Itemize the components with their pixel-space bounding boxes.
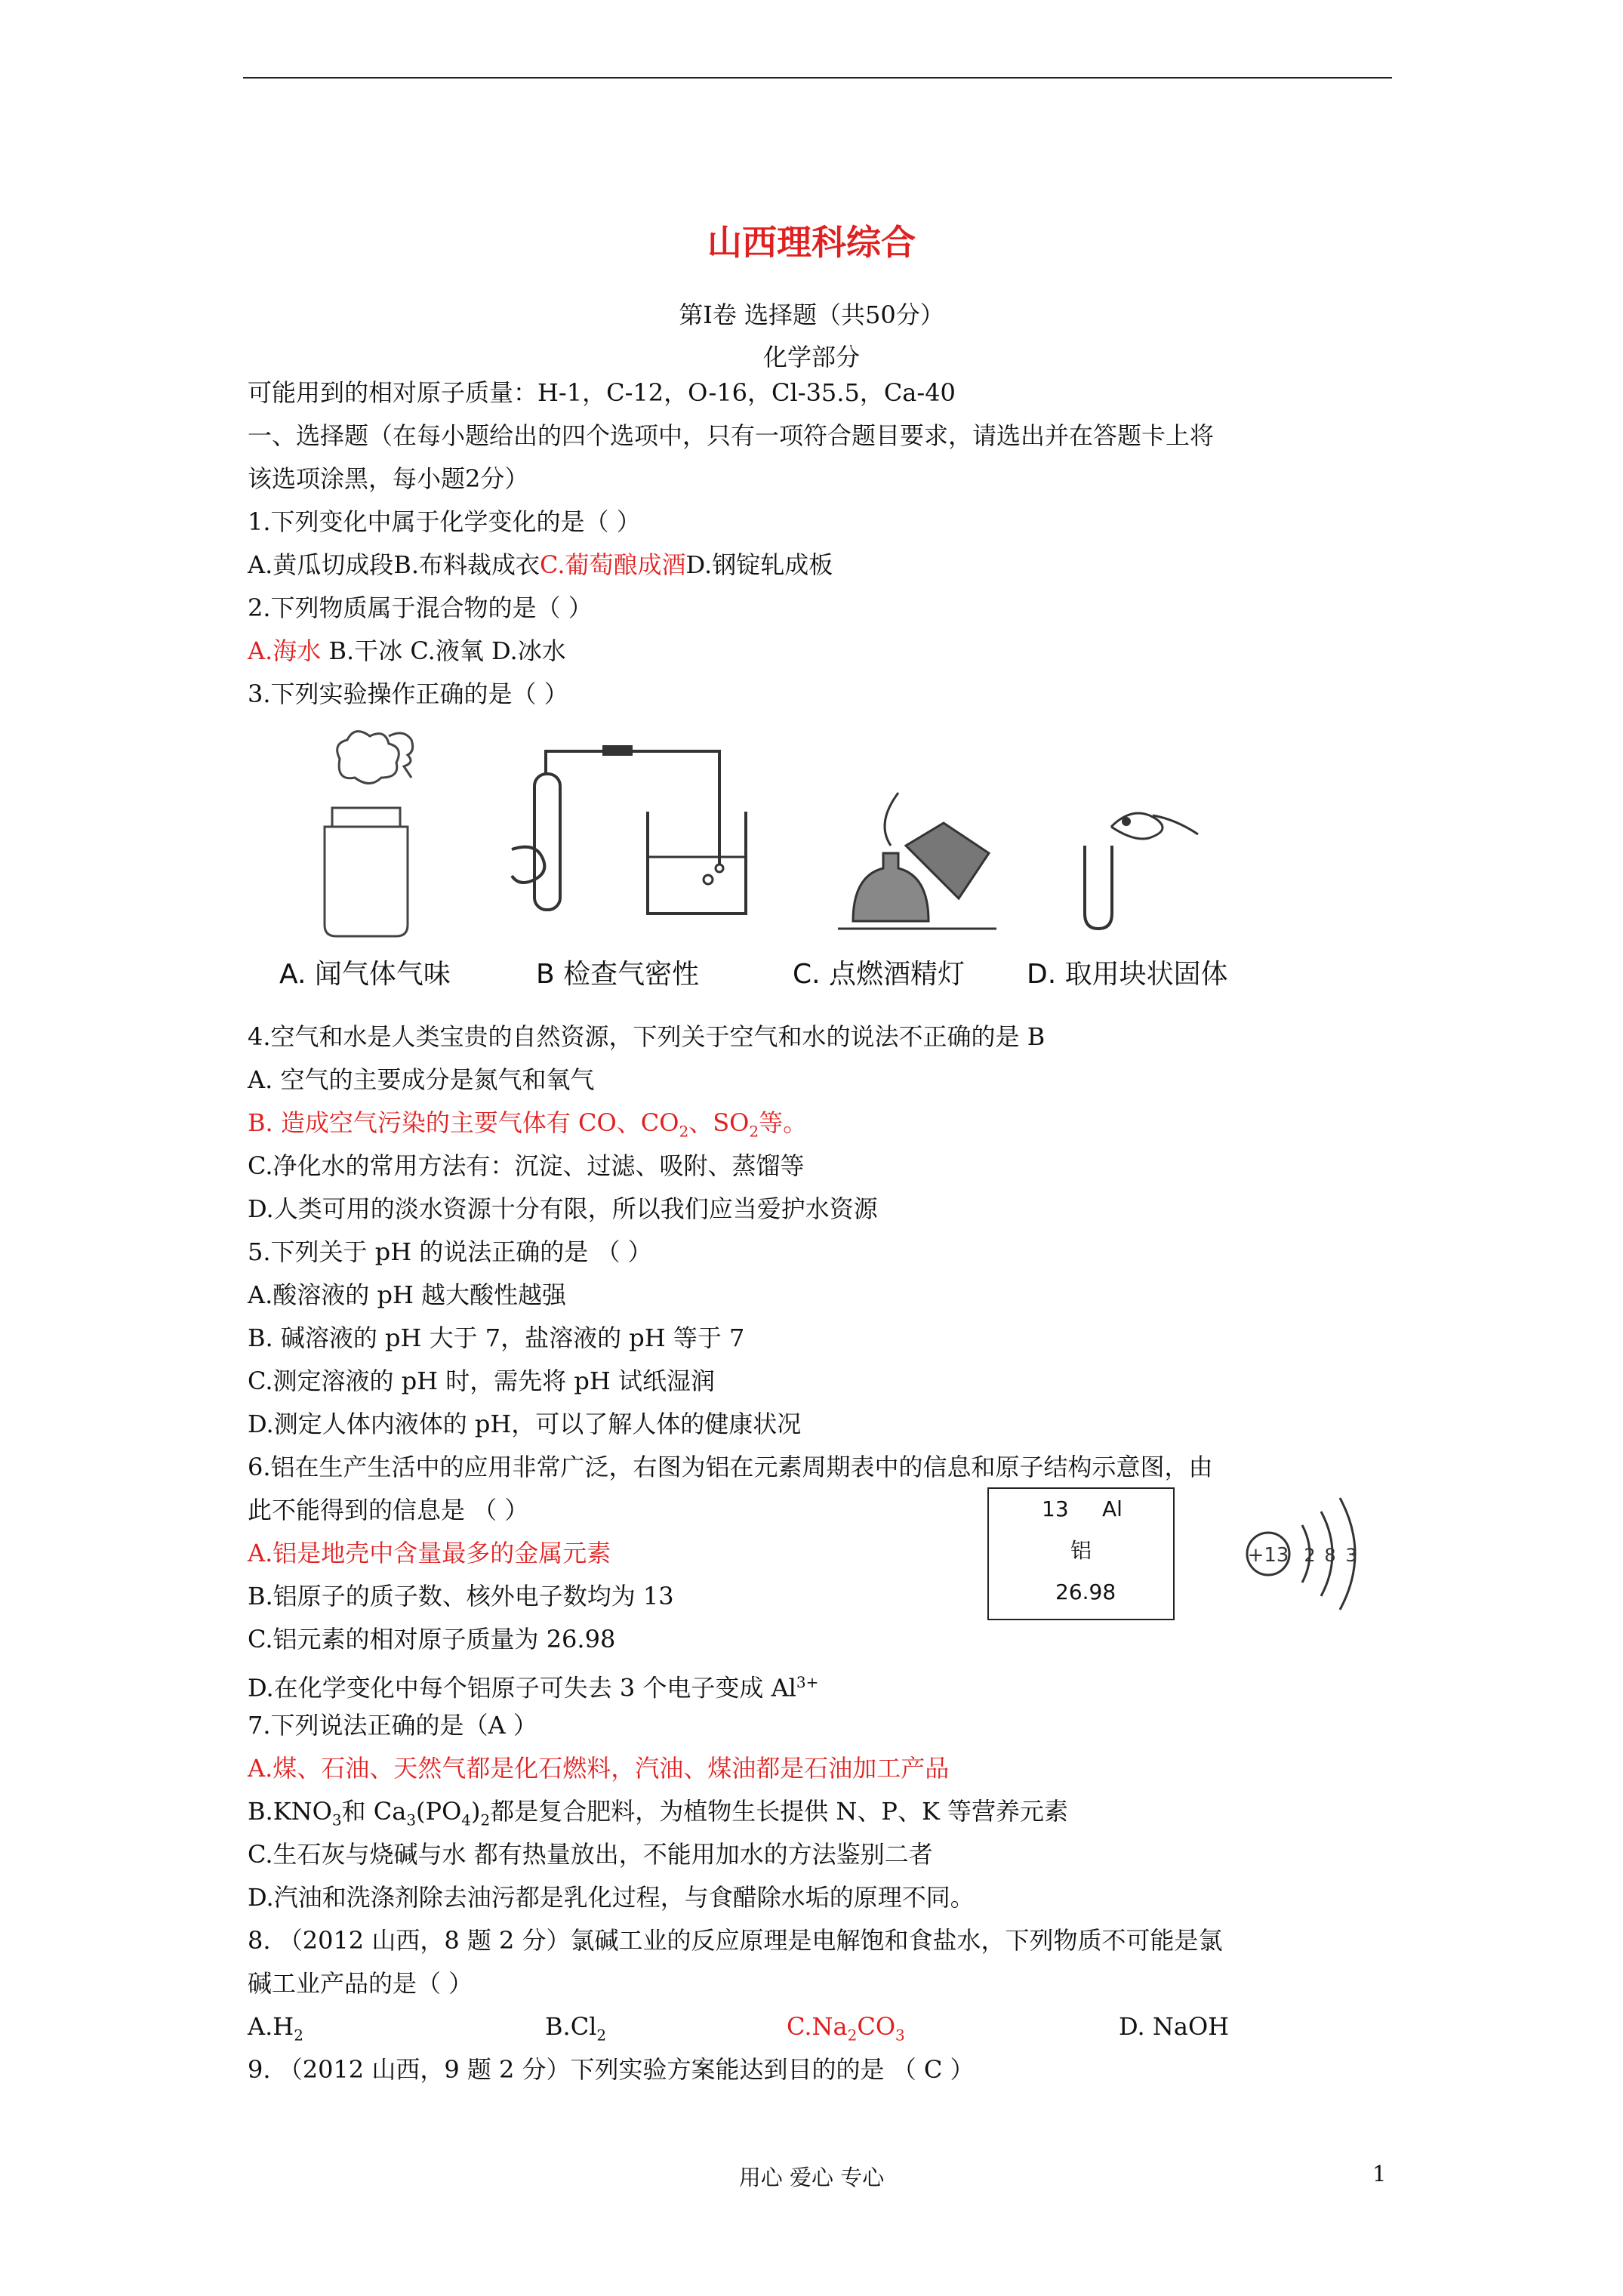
airtightness-figure bbox=[504, 736, 761, 932]
nucleus-charge: +13 bbox=[1247, 1544, 1289, 1567]
element-card-aluminum bbox=[987, 1487, 1175, 1620]
q5-stem: 5.下列关于 pH 的说法正确的是 （ ） bbox=[248, 1237, 652, 1266]
q7-option-c: C.生石灰与烧碱与水 都有热量放出，不能用加水的方法鉴别二者 bbox=[248, 1840, 933, 1869]
q5-option-c: C.测定溶液的 pH 时，需先将 pH 试纸湿润 bbox=[248, 1367, 715, 1395]
instructions-line1: 一、选择题（在每小题给出的四个选项中，只有一项符合题目要求，请选出并在答题卡上将 bbox=[248, 421, 1215, 450]
subsection-heading: 化学部分 bbox=[762, 343, 860, 371]
q4-option-b-answer: B. 造成空气污染的主要气体有 CO、$CO_2$、$SO_2$等。 bbox=[248, 1108, 808, 1141]
q8-stem-line1: 8. （2012 山西，8 题 2 分）氯碱工业的反应原理是电解饱和食盐水，下列物质不可能是氯 bbox=[248, 1926, 1223, 1955]
q5-option-b: B. 碱溶液的 pH 大于 7，盐溶液的 pH 等于 7 bbox=[248, 1324, 745, 1352]
q4-option-a: A. 空气的主要成分是氮气和氧气 bbox=[248, 1065, 595, 1094]
page-number: 1 bbox=[1372, 2161, 1387, 2187]
q5-option-a: A.酸溶液的 pH 越大酸性越强 bbox=[248, 1281, 567, 1309]
shell-1-electrons: 2 bbox=[1304, 1545, 1316, 1566]
q4-stem: 4.空气和水是人类宝贵的自然资源，下列关于空气和水的说法不正确的是 B bbox=[248, 1022, 1046, 1051]
q1-option-b: B.布料裁成衣 bbox=[393, 550, 540, 579]
aluminum-atom-diagram bbox=[1238, 1480, 1366, 1623]
atomic-number: 13 bbox=[1042, 1496, 1069, 1521]
q6-option-d: D.在化学变化中每个铝原子可失去 3 个电子变成 $Al^{3+}$ bbox=[248, 1673, 819, 1703]
q8-option-d: D. NaOH bbox=[1119, 2012, 1230, 2041]
q6-stem-line1: 6.铝在生产生活中的应用非常广泛，右图为铝在元素周期表中的信息和原子结构示意图，由 bbox=[248, 1453, 1213, 1481]
q3-label-c: C. 点燃酒精灯 bbox=[793, 959, 965, 990]
alcohol-lamp-figure bbox=[838, 785, 996, 936]
atomic-masses: 可能用到的相对原子质量：H-1，C-12，O-16，Cl-35.5，Ca-40 bbox=[248, 378, 956, 407]
instructions-line2: 该选项涂黑，每小题2分） bbox=[248, 464, 529, 493]
q3-label-a: A. 闻气体气味 bbox=[279, 959, 451, 990]
q5-option-d: D.测定人体内液体的 pH，可以了解人体的健康状况 bbox=[248, 1410, 802, 1438]
q7-option-b: $B.KNO_3$和 $Ca_3(PO_4)_2$都是复合肥料，为植物生长提供 N、P、K 等营养元素 bbox=[248, 1797, 1069, 1829]
shell-3-electrons: 3 bbox=[1345, 1545, 1357, 1566]
element-symbol: Al bbox=[1102, 1496, 1123, 1521]
q7-option-a-answer: A.煤、石油、天然气都是化石燃料，汽油、煤油都是石油加工产品 bbox=[248, 1754, 950, 1783]
q2-option-a-answer: A.海水 bbox=[248, 636, 322, 665]
q3-label-b: B 检查气密性 bbox=[536, 959, 700, 990]
q4-option-c: C.净化水的常用方法有：沉淀、过滤、吸附、蒸馏等 bbox=[248, 1151, 805, 1180]
q6-option-a-answer: A.铝是地壳中含量最多的金属元素 bbox=[248, 1539, 611, 1567]
q7-option-d: D.汽油和洗涤剂除去油污都是乳化过程，与食醋除水垢的原理不同。 bbox=[248, 1883, 975, 1912]
q6-option-c: C.铝元素的相对原子质量为 26.98 bbox=[248, 1625, 616, 1653]
shell-2-electrons: 8 bbox=[1324, 1545, 1336, 1566]
q1-option-c-answer: C.葡萄酿成酒 bbox=[540, 550, 686, 579]
q8-stem-line2: 碱工业产品的是（ ） bbox=[248, 1969, 473, 1998]
q1-options bbox=[248, 550, 833, 580]
q2-stem: 2.下列物质属于混合物的是（ ） bbox=[248, 593, 593, 622]
q6-stem-line2: 此不能得到的信息是 （ ） bbox=[248, 1496, 529, 1524]
q8-option-b: $B.Cl_2$ bbox=[545, 2012, 607, 2045]
q2-options bbox=[248, 636, 566, 666]
q6-option-b: B.铝原子的质子数、核外电子数均为 13 bbox=[248, 1582, 674, 1610]
q3-label-d: D. 取用块状固体 bbox=[1027, 959, 1228, 990]
q8-option-a: $A.H_2$ bbox=[248, 2012, 303, 2045]
q9-stem: 9. （2012 山西，9 题 2 分）下列实验方案能达到目的的是 （ C ） bbox=[248, 2055, 975, 2084]
section-heading: 第Ⅰ卷 选择题（共50分） bbox=[679, 300, 944, 329]
solid-sample-figure bbox=[1028, 800, 1202, 936]
q1-option-a: A.黄瓜切成段 bbox=[248, 550, 394, 579]
q8-option-c-answer: $C.Na_2CO_3$ bbox=[787, 2012, 905, 2045]
q1-option-d: D.钢锭轧成板 bbox=[685, 550, 833, 579]
q3-stem: 3.下列实验操作正确的是（ ） bbox=[248, 680, 568, 708]
q7-stem: 7.下列说法正确的是（A ） bbox=[248, 1711, 537, 1740]
atomic-mass: 26.98 bbox=[1055, 1579, 1116, 1604]
q1-stem: 1.下列变化中属于化学变化的是（ ） bbox=[248, 507, 641, 536]
page-title: 山西理科综合 bbox=[707, 222, 916, 263]
page-footer: 用心 爱心 专心 bbox=[738, 2165, 885, 2190]
smell-gas-figure bbox=[249, 725, 483, 951]
q4-option-d: D.人类可用的淡水资源十分有限，所以我们应当爱护水资源 bbox=[248, 1194, 878, 1223]
element-name: 铝 bbox=[1070, 1538, 1092, 1563]
header-rule bbox=[243, 77, 1392, 79]
q2-options-rest: B.干冰 C.液氧 D.冰水 bbox=[328, 636, 566, 665]
